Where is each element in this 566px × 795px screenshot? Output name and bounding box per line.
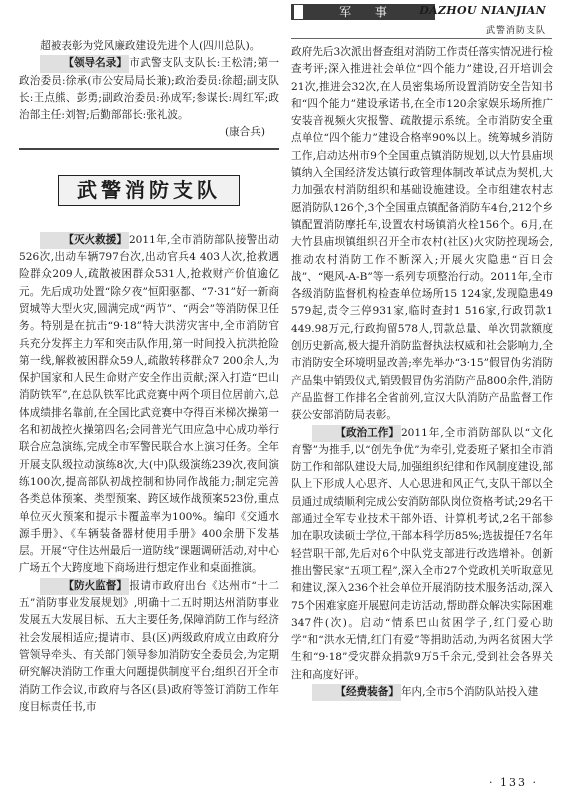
left-column <box>19 38 279 716</box>
running-head-text: 武警消防支队 <box>485 26 546 36</box>
author-signature: (康合兵) <box>224 126 265 139</box>
page-number: · 133 · <box>489 776 538 789</box>
fire-supervision-text: 报请市政府出台《达州市“十二五”消防事业发展规划》,明确十二五时期达州消防事业发展五大发展目标、五大主要任务,保障消防工作与经济社会发展相适应;提请市、县(区)两级政府成立由政府分管领导牵头、有关部门领导参加消防安全委员会,为定期研究解决消防工作重大问题提供制度平台;组织召开全市消防工作会议,市政府与各区(县)政府等签订消防工作年度目标责任书,市 <box>19 579 279 713</box>
funding-equipment-tag: 【经费装备】 <box>312 684 401 701</box>
fire-supervision-paragraph <box>19 578 279 716</box>
political-work-text: 2011年,全市消防部队以“文化育警”为推手,以“创先争优”为牵引,党委班子紧扣全市消防工作和部队建设大局,加强组织纪律和作风制度建设,部队上下形成人心思齐、人心思进和风正气,支队干部以全员通过成绩顺利完成公安消防部队岗位资格考试;29名干部通过全军专业技术干部外语、计算机考试,2名干部参加在职攻读硕士学位,干部本科学历85%;选拔提任7名年轻营职干部,先后对6个中队党支部进行改选增补。创新推出警民家“五项工程”,深入全市27个党政机关听取意见和建议,深入236个社会单位开展消防技术服务活动,深入75个困难家庭开展慰问走访活动,帮助群众解决实际困难347件(次)。启动“情系巴山贫困学子,红门爱心助学”和“洪水无情,红门有爱”等捐助活动,为两名贫困大学生和“9·18”受灾群众捐款9万5千余元,受到社会各界关注和高度好评。 <box>291 426 553 681</box>
paragraph-continued-right: 政府先后3次派出督查组对消防工作责任落实情况进行检查考评;深入推进社会单位“四个能力”建设,召开培训会21次,推进会32次,在人员密集场所设置消防安全告知书和“四个能力”建设承诺书,在全市120余家娱乐场所推广安装音视频火灾报警、疏散提示系统。全市消防安全重点单位“四个能力”建设合格率90%以上。统筹城乡消防工作,启动达州市9个全国重点镇消防规划,以大竹县庙坝镇纳入全国经济发达镇行政管理体制改革试点为契机,大力加强农村消防组织和基础设施建设。全市组建农村志愿消防队126个,3个全国重点镇配备消防车4台,212个乡镇配置消防摩托车,设置农村场镇消火栓156个。6月,在大竹县庙坝镇组织召开全市农村(社区)火灾防控现场会,推动农村消防工作不断深入;开展火灾隐患“百日会战”、“飓风-A-B”等一系列专项整治行动。2011年,全市各级消防监督机构检查单位场所15 124家,发现隐患49 579起,责令三停931家,临时查封1 516家,行政罚款1 449.98万元,行政拘留578人,罚款总量、单次罚款额度创历史新高,极大提升消防监督执法权威和社会影响力,全市消防安全环境明显改善;率先举办“3·15”假冒伪劣消防产品集中销毁仪式,销毁假冒伪劣消防产品800余件,消防产品监督工作排名全省前列,宣汉大队消防产品监督工作获公安部消防局表彰。 <box>291 46 553 422</box>
right-column <box>291 44 553 701</box>
section-divider <box>19 148 279 150</box>
section-label: 军 事 <box>291 4 435 20</box>
leaders-text: 市武警支队支队长:王松清;第一政治委员:徐承(市公安局局长兼);政治委员:徐超;副支队长:王点熊、彭勇;副政治委员:孙成军;参谋长:周红军;政治部主任:刘智;后勤部部长:张礼波。 <box>19 57 279 122</box>
political-work-tag: 【政治工作】 <box>312 425 401 442</box>
paragraph-continued: 超被表彰为党风廉政建设先进个人(四川总队)。 <box>40 40 261 52</box>
yearbook-title: DAZHOU NIANJIAN <box>419 4 546 17</box>
header-rule <box>291 38 552 39</box>
leaders-tag: 【领导名录】 <box>40 55 129 72</box>
section-marker-icon <box>294 5 305 19</box>
funding-equipment-paragraph <box>291 684 553 701</box>
funding-equipment-text: 年内,全市5个消防队站投入建 <box>400 685 539 698</box>
section-title-band <box>19 152 279 230</box>
fire-rescue-paragraph <box>19 232 279 578</box>
leaders-paragraph <box>19 55 279 124</box>
fire-rescue-text: 2011年,全市消防部队接警出动526次,出动车辆797台次,出动官兵4 403人次,抢救遇险群众209人,疏散被困群众531人,抢救财产价值逾亿元。先后成功处置“除夕夜”恒阳驱都、“7·31”好一新商贸城等大型火灾,圆满完成“两节”、“两会”等消防保卫任务。特别是在抗击“9·18”特大洪涝灾害中,全市消防官兵充分发挥主力军和突击队作用,第一时间投入抗洪抢险第一线,解救被困群众59人,疏散转移群众7 200余人,为保护国家和人民生命财产安全作出贡献;深入打造“巴山消防铁军”,在总队铁军比武竞赛中两个项目位居前六,总体成绩排名靠前,在全国比武竞赛中夺得百米梯次操第一名和初战控火操第四名;会同普光气田应急中心成功举行联合应急演练,完成全市军警民联合水上演习任务。全年开展支队级拉动演练8次,大(中)队级演练239次,夜间演练100次,提高部队初战控制和协同作战能力;制定完善各类总体预案、类型预案、跨区域作战预案523份,重点单位灭火预案和提示卡覆盖率为100%。编印《交通水源手册》、《车辆装备器材使用手册》400余册下发基层。开展“守住达州最后一道防线”课题调研活动,对中心广场五个大跨度地下商场进行想定作业和桌面推演。 <box>19 233 279 575</box>
fire-supervision-tag: 【防火监督】 <box>40 578 129 595</box>
section-title: 武警消防支队 <box>58 175 240 206</box>
fire-rescue-tag: 【灭火救援】 <box>40 232 129 249</box>
political-work-paragraph <box>291 425 553 684</box>
